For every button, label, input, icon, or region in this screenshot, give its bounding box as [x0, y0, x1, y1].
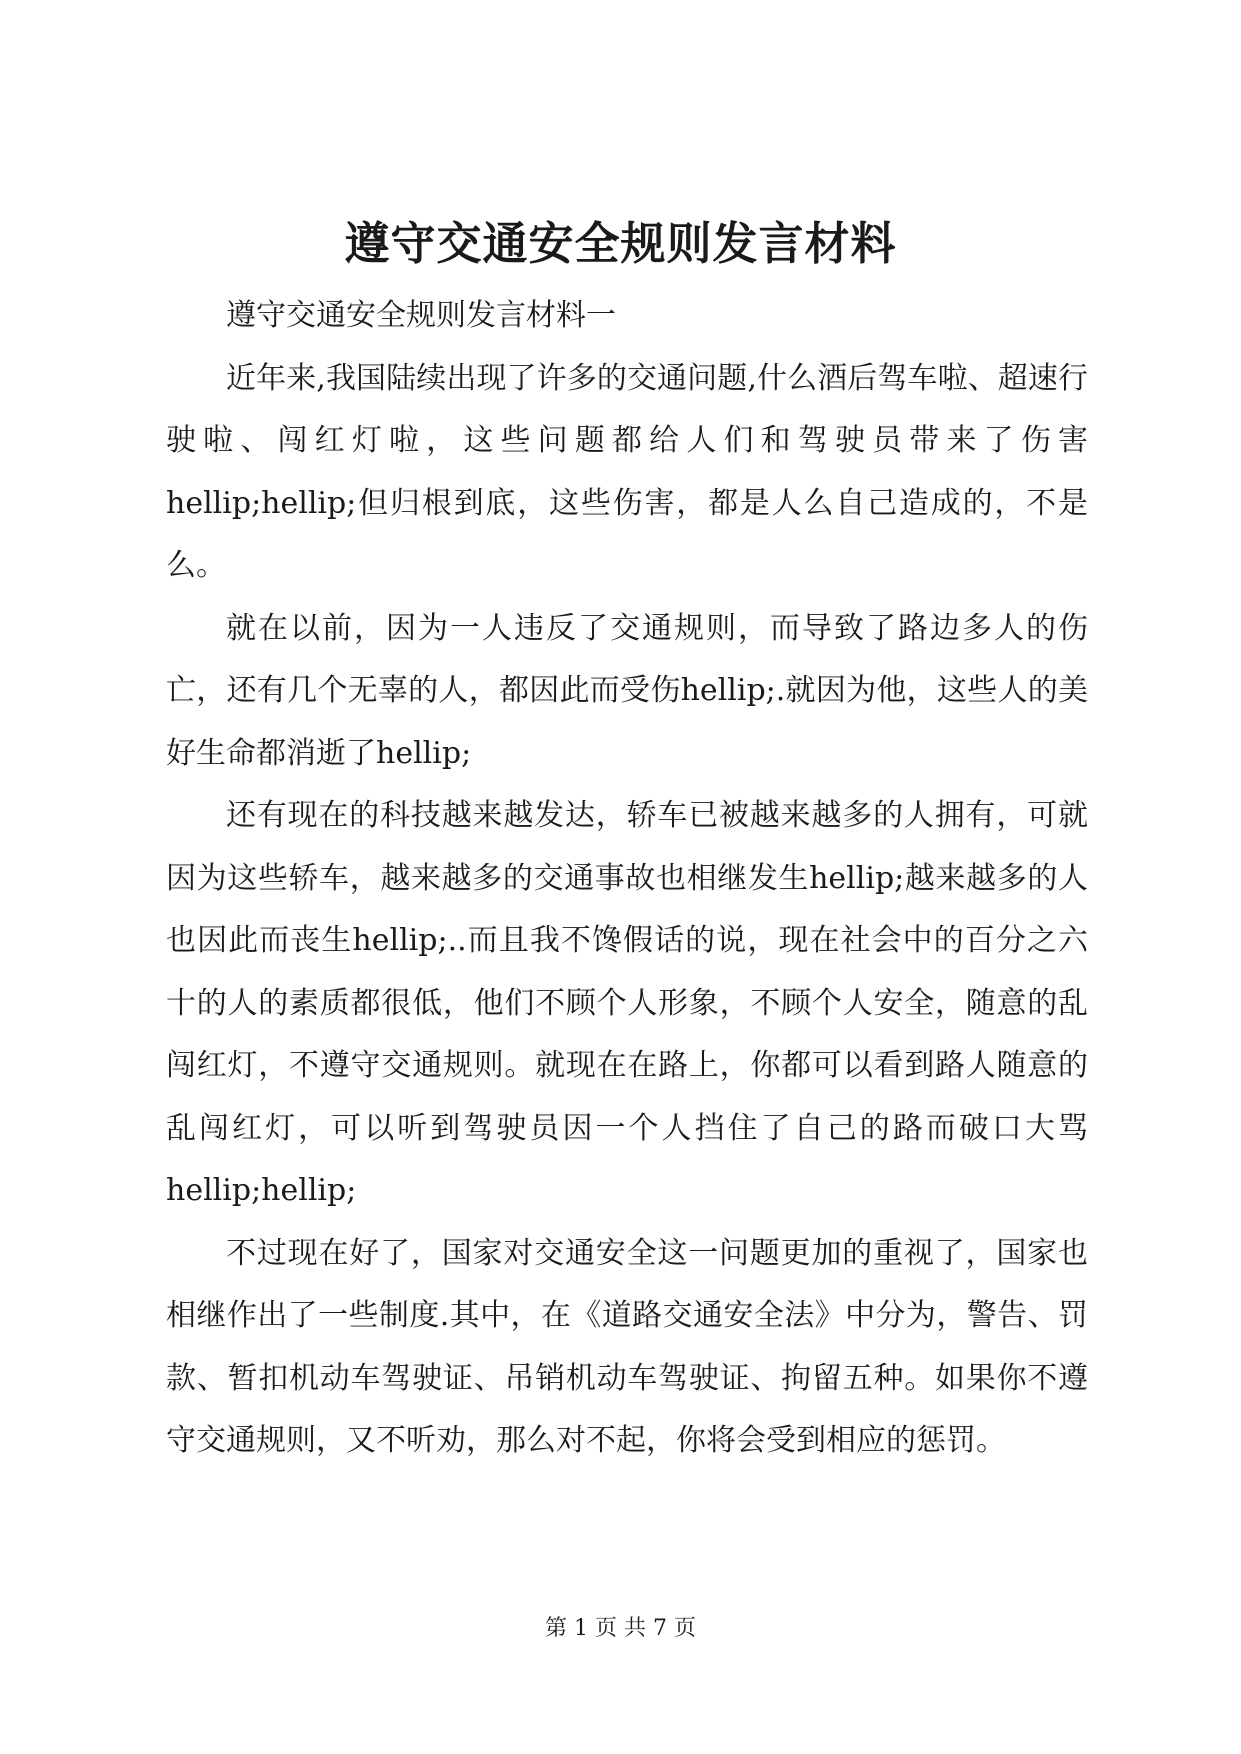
paragraph-subtitle: 遵守交通安全规则发言材料一: [226, 298, 616, 333]
paragraph: 不过现在好了，国家对交通安全这一问题更加的重视了，国家也相继作出了一些制度.其中，在《道路交通安全法》中分为，警告、罚款、暂扣机动车驾驶证、吊销机动车驾驶证、拘留五种。如果你不遵守交通规则，又不听劝，那么对不起，你将会受到相应的惩罚。: [166, 1235, 1088, 1458]
document-title: 遵守交通安全规则发言材料: [344, 217, 897, 270]
paragraph: 近年来,我国陆续出现了许多的交通问题,什么酒后驾车啦、超速行驶啦、闯红灯啦，这些问题都给人们和驾驶员带来了伤害hellip;hellip;但归根到底，这些伤害，都是人么自己造成的，不是么。: [166, 360, 1088, 583]
paragraph: 还有现在的科技越来越发达，轿车已被越来越多的人拥有，可就因为这些轿车，越来越多的交通事故也相继发生hellip;越来越多的人也因此而丧生hellip;..而且我不馋假话的说，现在社会中的百分之六十的人的素质都很低，他们不顾个人形象，不顾个人安全，随意的乱闯红灯，不遵守交通规则。就现在在路上，你都可以看到路人随意的乱闯红灯，可以听到驾驶员因一个人挡住了自己的路而破口大骂hellip;hellip;: [166, 798, 1088, 1208]
page-footer: 第 1 页 共 7 页: [545, 1616, 696, 1641]
paragraph: 就在以前，因为一人违反了交通规则，而导致了路边多人的伤亡，还有几个无辜的人，都因此而受伤hellip;.就因为他，这些人的美好生命都消逝了hellip;: [166, 610, 1088, 771]
document-body: [166, 285, 1088, 1473]
